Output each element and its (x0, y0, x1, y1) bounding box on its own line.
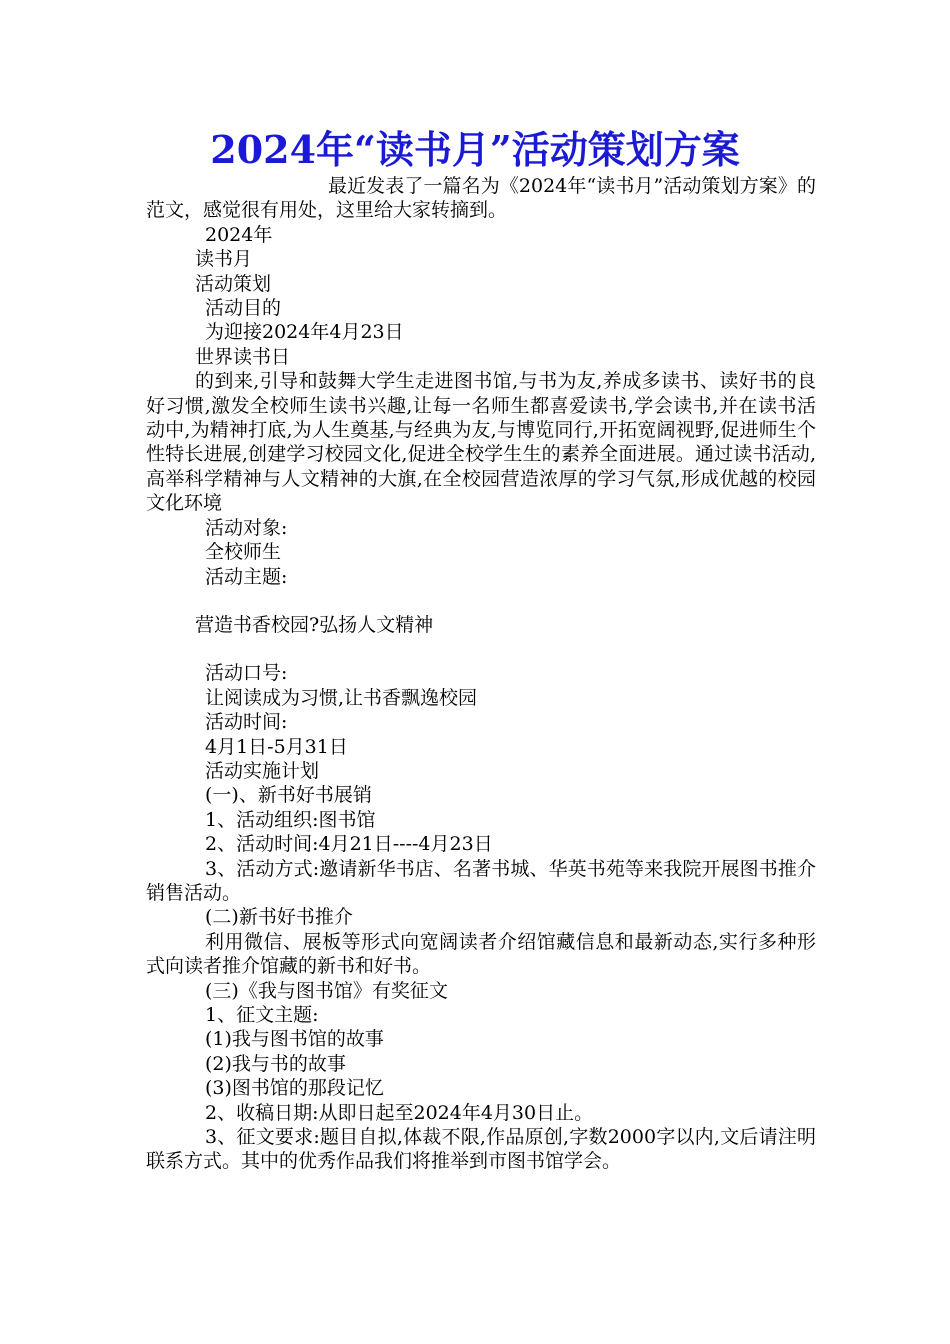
intro-paragraph: 最近发表了一篇名为《2024年“读书月”活动策划方案》的范文，感觉很有用处，这里给大家转摘到。 (146, 175, 816, 222)
section-3-topic-2: (2)我与书的故事 (205, 1052, 346, 1075)
heading-duixiang: 活动对象: (205, 516, 288, 539)
heading-section-2: (二)新书好书推介 (205, 906, 353, 929)
line-mudi-2: 世界读书日 (195, 345, 291, 368)
line-zhuti: 营造书香校园?弘扬人文精神 (195, 613, 434, 636)
section-1-item-2: 2、活动时间:4月21日----4月23日 (205, 833, 493, 856)
line-year: 2024年 (205, 223, 273, 246)
section-1-item-3: 3、活动方式:邀请新华书店、名著书城、华英书苑等来我院开展图书推介销售活动。 (146, 857, 816, 904)
section-3-item-1: 1、征文主题: (205, 1004, 319, 1026)
section-3-topic-1: (1)我与图书馆的故事 (205, 1028, 384, 1051)
section-3-topic-3: (3)图书馆的那段记忆 (205, 1077, 384, 1100)
heading-section-3: (三)《我与图书馆》有奖征文 (205, 979, 448, 1002)
spacer (146, 637, 816, 661)
section-1-item-1: 1、活动组织:图书馆 (205, 808, 376, 831)
paragraph-mudi: 的到来,引导和鼓舞大学生走进图书馆,与书为友,养成多读书、读好书的良好习惯,激发全校师生读书兴趣,让每一名师生都喜爱读书,学会读书,并在读书活动中,为精神打底,为人生奠基,与经典为友,与博览同行,开拓宽阔视野,促进师生个性特长进展,创建学习校园文化,促进全校学生生的素养全面进展。通过读书活动,高举科学精神与人文精神的大旗,在全校园营造浓厚的学习气氛,形成优越的校园文化环境 (146, 370, 816, 515)
heading-jihua: 活动实施计划 (205, 759, 320, 782)
line-kouhao: 让阅读成为习惯,让书香飘逸校园 (205, 686, 478, 709)
line-dushuyue: 读书月 (195, 248, 253, 271)
heading-section-1: (一)、新书好书展销 (205, 784, 372, 807)
line-huodong-cehua: 活动策划 (195, 272, 272, 295)
document-title: 2024年“读书月”活动策划方案 (210, 127, 740, 172)
heading-shijian: 活动时间: (205, 711, 288, 734)
spacer (146, 589, 816, 613)
section-2-paragraph: 利用微信、展板等形式向宽阔读者介绍馆藏信息和最新动态,实行多种形式向读者推介馆藏的新书和好书。 (146, 930, 816, 978)
heading-zhuti: 活动主题: (205, 565, 288, 588)
line-duixiang: 全校师生 (205, 541, 282, 564)
heading-kouhao: 活动口号: (205, 662, 288, 685)
line-mudi-1: 为迎接2024年4月23日 (205, 321, 404, 344)
heading-mudi: 活动目的 (205, 297, 282, 320)
section-3-item-2: 2、收稿日期:从即日起至2024年4月30日止。 (205, 1101, 594, 1124)
document-body (146, 174, 816, 1174)
line-shijian: 4月1日-5月31日 (205, 735, 348, 758)
section-3-item-3: 3、征文要求:题目自拟,体裁不限,作品原创,字数2000字以内,文后请注明联系方式。其中的优秀作品我们将推举到市图书馆学会。 (146, 1126, 816, 1173)
